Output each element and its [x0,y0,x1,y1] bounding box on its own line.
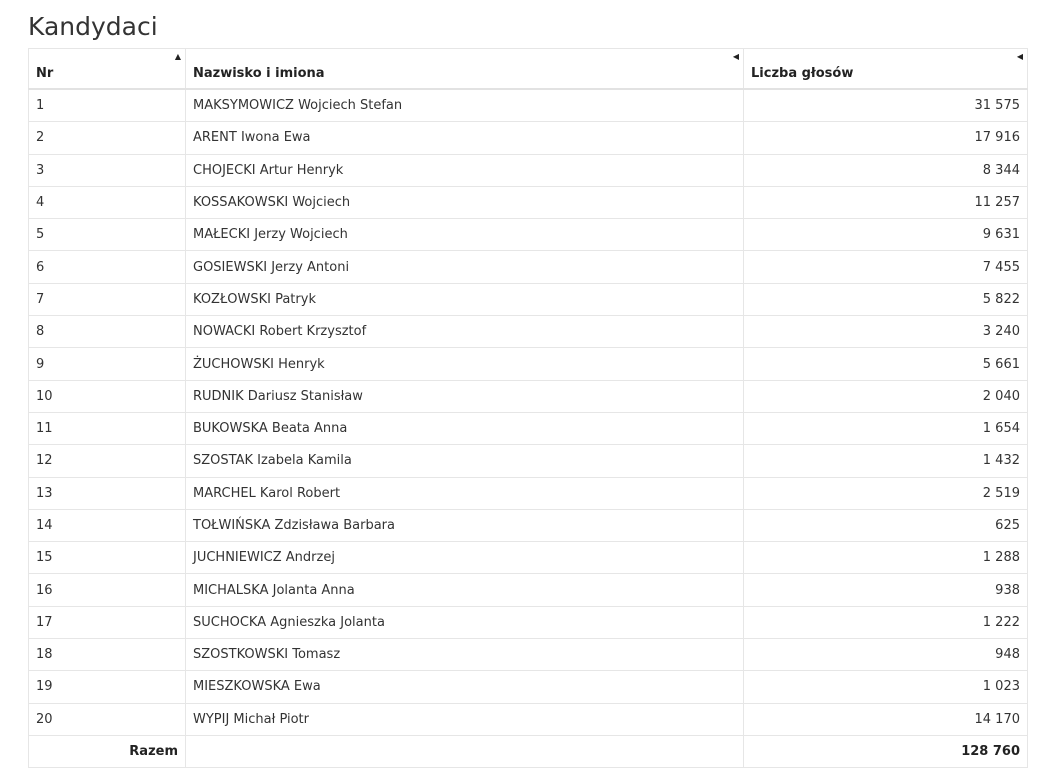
total-empty-cell [186,735,744,767]
row-number: 13 [29,477,186,509]
row-number: 1 [29,89,186,122]
vote-count: 2 519 [744,477,1028,509]
table-row [29,316,1028,348]
table-row [29,186,1028,218]
vote-count: 5 822 [744,283,1028,315]
vote-count: 1 432 [744,445,1028,477]
row-number: 9 [29,348,186,380]
row-number: 20 [29,703,186,735]
candidate-name: GOSIEWSKI Jerzy Antoni [186,251,744,283]
row-number: 6 [29,251,186,283]
candidate-name: KOZŁOWSKI Patryk [186,283,744,315]
candidate-name: MICHALSKA Jolanta Anna [186,574,744,606]
row-number: 7 [29,283,186,315]
vote-count: 1 654 [744,412,1028,444]
table-row [29,251,1028,283]
table-row [29,703,1028,735]
row-number: 3 [29,154,186,186]
sort-left-icon[interactable]: ◀ [1016,52,1023,61]
table-row [29,154,1028,186]
vote-count: 1 288 [744,542,1028,574]
candidates-table [28,48,1028,768]
table-row [29,574,1028,606]
table-row [29,509,1028,541]
vote-count: 7 455 [744,251,1028,283]
vote-count: 5 661 [744,348,1028,380]
vote-count: 2 040 [744,380,1028,412]
sort-asc-icon[interactable]: ▲ [174,52,181,61]
row-number: 18 [29,639,186,671]
vote-count: 1 023 [744,671,1028,703]
vote-count: 14 170 [744,703,1028,735]
candidate-name: SZOSTAK Izabela Kamila [186,445,744,477]
table-footer-row [29,735,1028,767]
candidate-name: BUKOWSKA Beata Anna [186,412,744,444]
sort-left-icon[interactable]: ◀ [732,52,739,61]
column-header-label: Nr [36,66,54,81]
vote-count: 8 344 [744,154,1028,186]
row-number: 4 [29,186,186,218]
candidate-name: WYPIJ Michał Piotr [186,703,744,735]
table-row [29,412,1028,444]
table-row [29,445,1028,477]
table-row [29,671,1028,703]
column-header-nr[interactable] [29,49,186,90]
table-row [29,542,1028,574]
table-row [29,122,1028,154]
candidate-name: RUDNIK Dariusz Stanisław [186,380,744,412]
table-row [29,283,1028,315]
row-number: 19 [29,671,186,703]
table-row [29,477,1028,509]
table-row [29,219,1028,251]
candidate-name: KOSSAKOWSKI Wojciech [186,186,744,218]
vote-count: 9 631 [744,219,1028,251]
column-header-name[interactable] [186,49,744,90]
vote-count: 11 257 [744,186,1028,218]
row-number: 15 [29,542,186,574]
vote-count: 17 916 [744,122,1028,154]
row-number: 12 [29,445,186,477]
table-row [29,380,1028,412]
candidate-name: NOWACKI Robert Krzysztof [186,316,744,348]
table-row [29,348,1028,380]
row-number: 17 [29,606,186,638]
column-header-votes[interactable] [744,49,1028,90]
column-header-label: Liczba głosów [751,66,854,81]
column-header-label: Nazwisko i imiona [193,66,325,81]
vote-count: 948 [744,639,1028,671]
row-number: 8 [29,316,186,348]
candidate-name: MARCHEL Karol Robert [186,477,744,509]
candidate-name: TOŁWIŃSKA Zdzisława Barbara [186,509,744,541]
total-label: Razem [29,735,186,767]
total-votes: 128 760 [744,735,1028,767]
vote-count: 938 [744,574,1028,606]
row-number: 2 [29,122,186,154]
candidate-name: SUCHOCKA Agnieszka Jolanta [186,606,744,638]
candidate-name: ŻUCHOWSKI Henryk [186,348,744,380]
page-title: Kandydaci [28,12,158,41]
vote-count: 3 240 [744,316,1028,348]
table-header-row [29,49,1028,90]
vote-count: 625 [744,509,1028,541]
candidate-name: MIESZKOWSKA Ewa [186,671,744,703]
row-number: 5 [29,219,186,251]
vote-count: 1 222 [744,606,1028,638]
table-body [29,89,1028,735]
vote-count: 31 575 [744,89,1028,122]
row-number: 14 [29,509,186,541]
row-number: 10 [29,380,186,412]
table-row [29,639,1028,671]
row-number: 11 [29,412,186,444]
table-row [29,606,1028,638]
candidate-name: MAŁECKI Jerzy Wojciech [186,219,744,251]
table-row [29,89,1028,122]
candidate-name: JUCHNIEWICZ Andrzej [186,542,744,574]
candidate-name: CHOJECKI Artur Henryk [186,154,744,186]
row-number: 16 [29,574,186,606]
candidate-name: MAKSYMOWICZ Wojciech Stefan [186,89,744,122]
candidate-name: SZOSTKOWSKI Tomasz [186,639,744,671]
candidate-name: ARENT Iwona Ewa [186,122,744,154]
